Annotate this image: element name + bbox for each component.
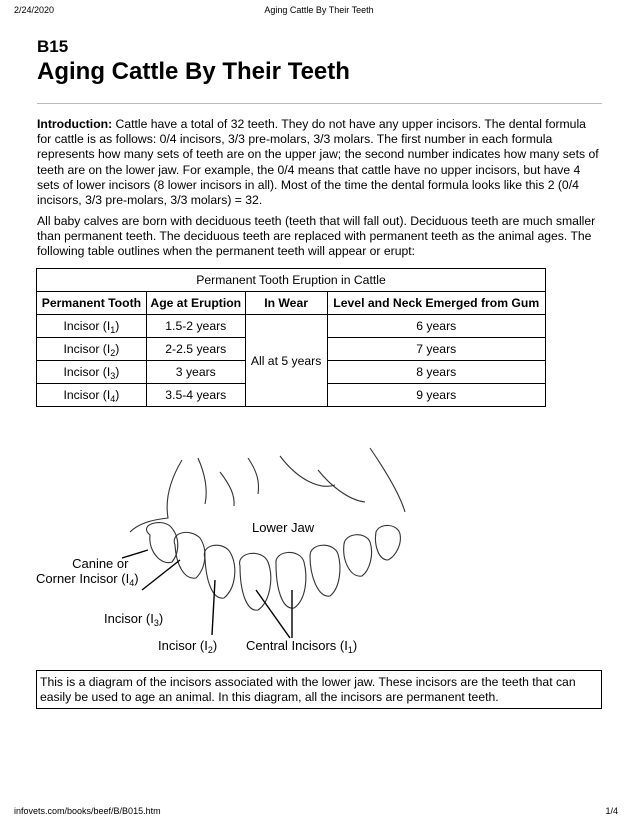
level-cell: 8 years [327,361,545,384]
gum-outline [198,458,206,504]
title-divider [37,103,602,104]
label-central-incisors: Central Incisors $(I_1)$ [246,638,358,655]
header-permanent-tooth: Permanent Tooth [37,292,147,315]
gum-outline [220,472,234,506]
pointer-line [142,560,180,590]
age-cell: 1.5-2 years [146,315,245,338]
print-header-title: Aging Cattle By Their Teeth [264,5,374,15]
footer-url: infovets.com/books/beef/B/B015.htm [14,806,161,816]
tooth-i2-left [204,545,235,598]
gum-outline [130,460,182,532]
deciduous-paragraph: All baby calves are born with deciduous teeth (teeth that will fall out). Deciduous teeth are much smaller than permanent teeth. The deciduous teeth are replaced with permanent teeth as the animal ages. The following table outlines when the permanent teeth will appear or erupt: [37,214,596,259]
table-caption: Permanent Tooth Eruption in Cattle [37,269,546,292]
document-code: B15 [37,37,69,56]
header-in-wear: In Wear [245,292,327,315]
tooth-cell: Incisor $(I_2)$ [37,338,147,361]
age-cell: 3.5-4 years [146,384,245,407]
tooth-cell: Incisor $(I_4)$ [37,384,147,407]
header-age-at-eruption: Age at Eruption [146,292,245,315]
gum-outline [370,448,405,512]
level-cell: 9 years [327,384,545,407]
label-incisor-i2: Incisor $(I_2)$ [158,638,218,655]
tooth-i1-left [240,553,271,610]
eruption-table [36,268,546,407]
header-level-neck: Level and Neck Emerged from Gum [327,292,545,315]
intro-paragraph [37,117,602,208]
tooth-cell: Incisor $(I_3)$ [37,361,147,384]
tooth-i4-left [147,523,178,563]
tooth-i3-right [344,535,372,576]
level-cell: 6 years [327,315,545,338]
label-canine: Canine or Corner Incisor $(I_4)$ [36,556,139,588]
gum-outline [248,458,259,494]
in-wear-cell: All at 5 years [245,315,327,407]
gum-outline [280,456,335,486]
page-title: Aging Cattle By Their Teeth [37,58,350,85]
lower-jaw-diagram [30,440,450,665]
diagram-caption: This is a diagram of the incisors associated with the lower jaw. These incisors are the teeth that can easily be used to age an animal. In this diagram, all the incisors are permanent teeth. [36,670,602,709]
pointer-line [212,580,215,635]
tooth-i3-left [174,532,205,578]
intro-label: Introduction: [37,117,113,131]
label-incisor-i3: Incisor $(I_3)$ [104,611,164,628]
tooth-i1-right [276,552,306,608]
print-date: 2/24/2020 [14,5,55,15]
tooth-cell: Incisor $(I_1)$ [37,315,147,338]
footer-page-number: 1/4 [605,806,618,816]
tooth-i4-right [376,525,401,560]
pointer-line [256,590,290,638]
intro-text: Cattle have a total of 32 teeth. They do not have any upper incisors. The dental formula for cattle is as follows: 0/4 incisors, 3/3 pre-molars, 3/3 molars. The first number in each formula represents how many sets of teeth are on the upper jaw; the second number indicates how many sets of teeth are on the lower jaw. For example, the 0/4 means that cattle have no upper incisors, but have 4 sets of lower incisors (8 lower incisors in all). Most of the time the dental formula looks like this 2 (0/4 incisors, 3/3 pre-molars, 3/3 molars) = 32. [37,117,599,208]
age-cell: 2-2.5 years [146,338,245,361]
label-lower-jaw: Lower Jaw [252,520,315,535]
age-cell: 3 years [146,361,245,384]
table-row [37,315,546,338]
tooth-i2-right [310,545,340,596]
level-cell: 7 years [327,338,545,361]
